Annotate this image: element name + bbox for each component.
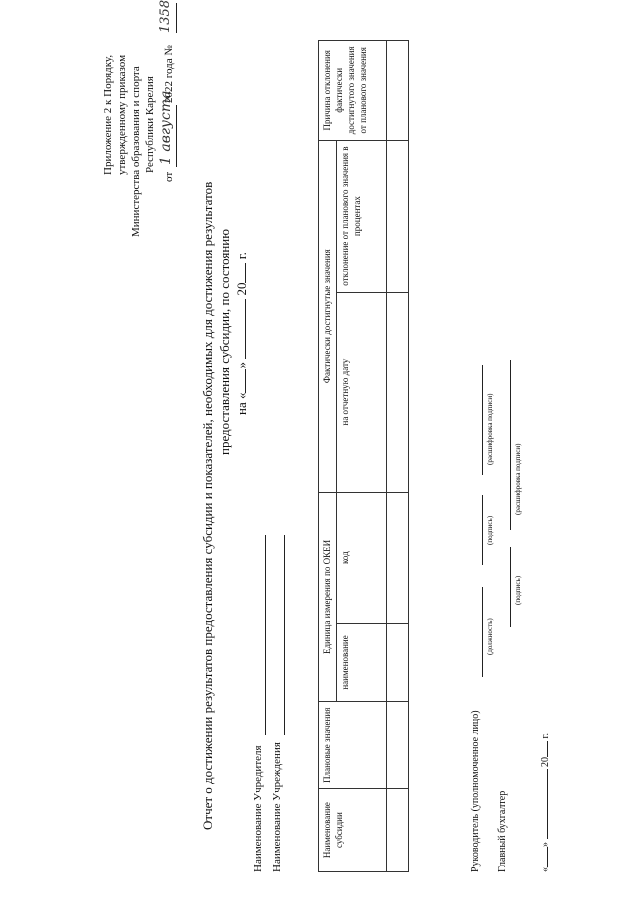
head-label: Руководитель (уполномоченное лицо) — [470, 710, 481, 872]
report-title-line-2: предоставления субсидии, по состоянию — [217, 229, 232, 455]
cell-actual-deviation[interactable] — [387, 140, 409, 292]
header-actual-deviation: отклонение от планового значения в процентах — [337, 140, 387, 292]
header-reason: Причина отклонения фактически достигнутого значения от планового значения — [319, 41, 387, 141]
header-actual-date: на отчетную дату — [337, 292, 387, 492]
cell-subsidy[interactable] — [387, 789, 409, 872]
appendix-date-underline — [176, 105, 177, 167]
appendix-number-underline — [176, 3, 177, 33]
appendix-date-prefix: от — [163, 171, 175, 182]
appendix-line-4: Республики Карелия — [144, 76, 156, 173]
appendix-line-2: утвержденному приказом — [116, 54, 128, 175]
accountant-decode-caption: (расшифровка подписи) — [514, 443, 522, 515]
founder-underline[interactable] — [265, 535, 266, 735]
head-signature-caption: (подпись) — [486, 515, 494, 545]
cell-okei-code[interactable] — [387, 492, 409, 623]
accountant-label: Главный бухгалтер — [497, 790, 508, 872]
cell-planned[interactable] — [387, 702, 409, 789]
header-okei-code: код — [337, 492, 387, 623]
signature-date-end: г. — [540, 733, 551, 739]
accountant-signature-caption: (подпись) — [514, 575, 522, 605]
accountant-signature-line[interactable] — [510, 547, 511, 627]
appendix-line-1: Приложение 2 к Порядку, — [102, 54, 114, 175]
report-title-line-3 — [234, 252, 250, 415]
title-date-year: 20 — [234, 282, 249, 296]
institution-underline[interactable] — [284, 535, 285, 735]
accountant-decode-line[interactable] — [510, 360, 511, 530]
header-subsidy: Наименование субсидии — [319, 789, 387, 872]
appendix-date-handwritten: 1 августа — [158, 90, 174, 165]
appendix-number-handwritten: 1358 — [158, 0, 173, 33]
institution-label: Наименование Учреждения — [271, 742, 283, 872]
title-date-close: » — [234, 362, 249, 369]
cell-okei-name[interactable] — [387, 623, 409, 702]
report-title-line-1: Отчет о достижении результатов предоставления субсидии и показателей, необходимых для достижения результатов — [200, 181, 215, 830]
header-okei-name: наименование — [337, 623, 387, 702]
signature-date-close: » — [540, 842, 551, 847]
head-position-caption: (должность) — [486, 618, 494, 655]
title-date-open: на « — [234, 392, 249, 415]
appendix-date-year: 2022 года № — [163, 45, 175, 103]
appendix-line-3: Министерства образования и спорта — [130, 66, 142, 237]
head-signature-line[interactable] — [482, 495, 483, 565]
signature-date — [540, 733, 551, 872]
signature-date-year: 20 — [540, 757, 551, 767]
header-okei: Единица измерения по ОКЕИ — [319, 492, 337, 702]
report-table — [318, 40, 409, 872]
header-actual: Фактически достигнутые значения — [319, 140, 337, 492]
cell-reason[interactable] — [387, 41, 409, 141]
head-decode-caption: (расшифровка подписи) — [486, 393, 494, 465]
header-planned: Плановые значения — [319, 702, 387, 789]
title-date-end: г. — [234, 252, 249, 260]
founder-label: Наименование Учредителя — [252, 745, 264, 872]
head-position-line[interactable] — [482, 587, 483, 677]
head-decode-line[interactable] — [482, 365, 483, 475]
cell-actual-date[interactable] — [387, 292, 409, 492]
signature-date-open: « — [540, 867, 551, 872]
